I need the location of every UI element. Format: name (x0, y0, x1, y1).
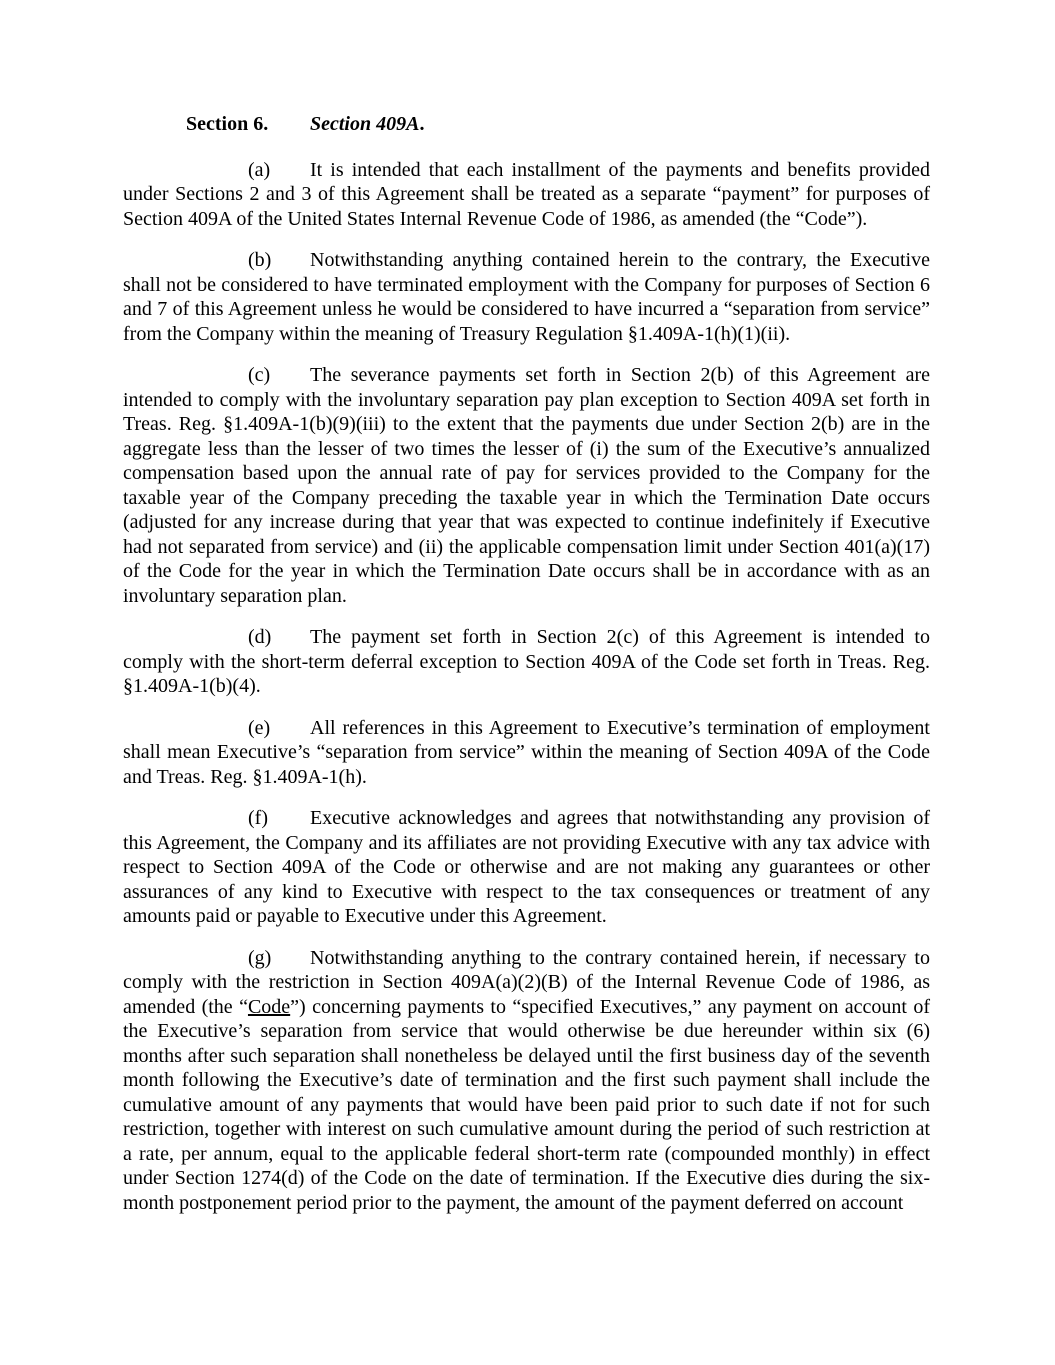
paragraph-a (123, 158, 930, 232)
paragraph-g (123, 946, 930, 1216)
section-heading (123, 112, 930, 137)
paragraph-a-label: (a) (248, 158, 271, 181)
paragraph-f (123, 806, 930, 929)
paragraph-c-text: The severance payments set forth in Section 2(b) of this Agreement are intended to comply with the involuntary separation pay plan exception to Section 409A set forth in Treas. Reg. §1.409A-1(b)(9)(iii) to the extent that the payments due under Section 2(b) are in the aggregate less than the lesser of two times the lesser of (i) the sum of the Executive’s annualized compensation based upon the annual rate of pay for services provided to the Company for the taxable year of the Company preceding the taxable year in which the Termination Date occurs (adjusted for any increase during that year that was expected to continue indefinitely if Executive had not separated from service) and (ii) the applicable compensation limit under Section 401(a)(17) of the Code for the year in which the Termination Date occurs shall be in accordance with as an involuntary separation plan. (123, 364, 930, 607)
paragraph-e (123, 716, 930, 790)
section-title-period: . (419, 113, 425, 135)
paragraph-f-label: (f) (248, 807, 268, 829)
paragraph-f-text: Executive acknowledges and agrees that notwithstanding any provision of this Agreement, the Company and its affiliates are not providing Executive with any tax advice with respect to Section 409A of the Code or otherwise and are not making any guarantees or other assurances of any kind to Executive with respect to the tax consequences or treatment of any amounts paid or payable to Executive under this Agreement. (123, 807, 930, 927)
paragraph-e-label: (e) (248, 716, 271, 739)
paragraph-a-text: It is intended that each installment of the payments and benefits provided under Sections 2 and 3 of this Agreement shall be treated as a separate “payment” for purposes of Section 409A of the United States Internal Revenue Code of 1986, as amended (the “Code”). (123, 158, 930, 230)
section-number: Section 6. (186, 113, 269, 135)
paragraph-b (123, 248, 930, 346)
paragraph-g-label: (g) (248, 946, 272, 969)
paragraph-b-label: (b) (248, 249, 272, 271)
paragraph-e-text: All references in this Agreement to Executive’s termination of employment shall mean Executive’s “separation from service” within the meaning of Section 409A of the Code and Treas. Reg. §1.409A-1(h). (123, 716, 930, 788)
paragraph-g-text-before: Notwithstanding anything to the contrary contained herein, if necessary to comply with the restriction in Section 409A(a)(2)(B) of the Internal Revenue Code of 1986, as amended (the “ (123, 946, 930, 1018)
paragraph-c (123, 363, 930, 608)
paragraph-c-label: (c) (248, 364, 271, 386)
paragraph-d-label: (d) (248, 626, 272, 648)
paragraph-d-text: The payment set forth in Section 2(c) of this Agreement is intended to comply with the short-term deferral exception to Section 409A of the Code set forth in Treas. Reg. §1.409A-1(b)(4). (123, 626, 930, 697)
section-title: Section 409A (310, 113, 420, 135)
paragraph-d (123, 625, 930, 699)
paragraph-g-text-after: ”) concerning payments to “specified Executives,” any payment on account of the Executive’s separation from service that would otherwise be due hereunder within six (6) months after such separation shall nonetheless be delayed until the first business day of the seventh month following the Executive’s date of termination and the first such payment shall include the cumulative amount of any payments that would have been paid prior to such date if not for such restriction, together with interest on such cumulative amount during the period of such restriction at a rate, per annum, equal to the applicable federal short-term rate (compounded monthly) in effect under Section 1274(d) of the Code on the date of termination. If the Executive dies during the six-month postponement period prior to the payment, the amount of the payment deferred on account (123, 995, 930, 1214)
paragraph-b-text: Notwithstanding anything contained herein to the contrary, the Executive shall not be considered to have terminated employment with the Company for purposes of Section 6 and 7 of this Agreement unless he would be considered to have incurred a “separation from service” from the Company within the meaning of Treasury Regulation §1.409A-1(h)(1)(ii). (123, 249, 930, 345)
code-defined-term: Code (247, 995, 291, 1018)
